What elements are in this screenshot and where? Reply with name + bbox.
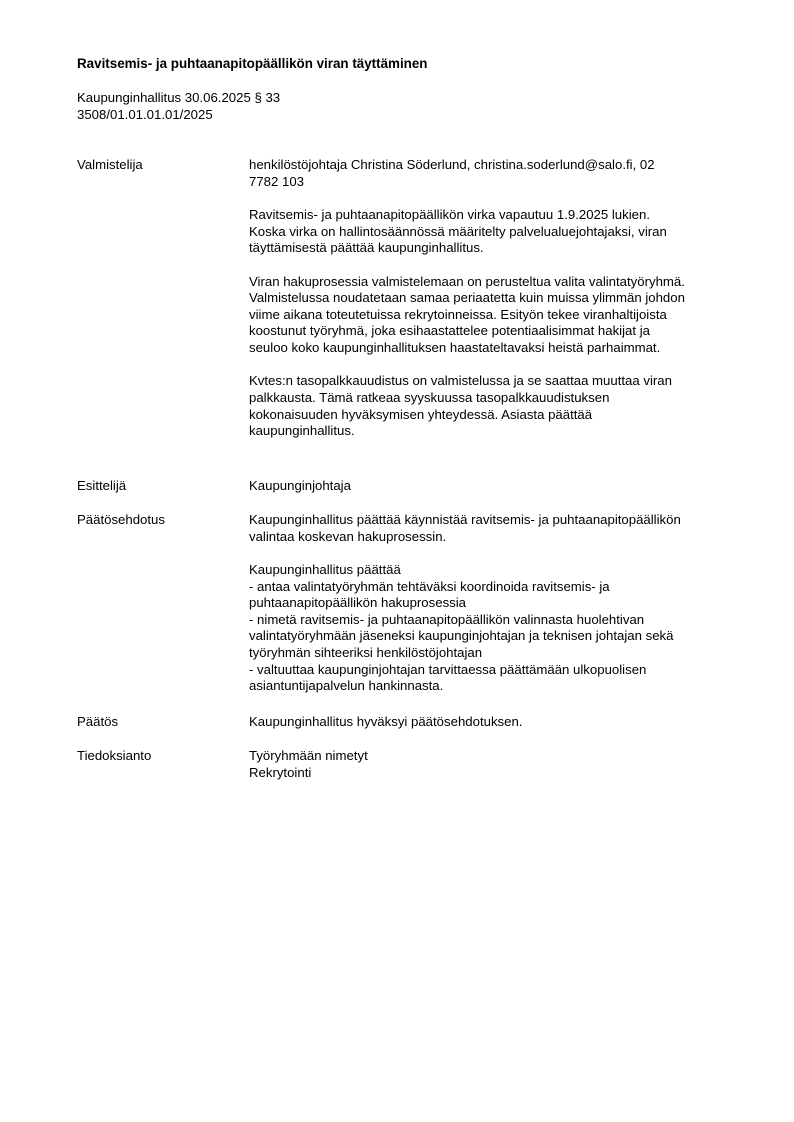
text-line: kokonaisuuden hyväksymisen yhteydessä. Asiasta päättää <box>249 406 593 422</box>
text-line: kaupunginhallitus. <box>249 423 355 439</box>
paragraph <box>249 512 749 545</box>
content-paatosehdotus <box>249 512 749 695</box>
text-line: viime aikana toteutetuissa rekrytoinneissa. Esityön tekee viranhaltijoista <box>249 306 667 322</box>
text-line: valintaa koskevan hakuprosessin. <box>249 528 447 544</box>
text-line: asiantuntijapalvelun hankinnasta. <box>249 678 444 694</box>
content-esittelija <box>249 478 749 495</box>
label-tiedoksianto: Tiedoksianto <box>77 748 152 763</box>
meeting-meta <box>77 90 280 123</box>
text-line: Koska virka on hallintosäännössä määritelty palvelualuejohtajaksi, viran <box>249 223 667 239</box>
text-line: Valmistelussa noudatetaan samaa periaatetta kuin muissa ylimmän johdon <box>249 290 685 306</box>
content-valmistelija <box>249 157 749 440</box>
text-line: Kvtes:n tasopalkkauudistus on valmistelussa ja se saattaa muuttaa viran <box>249 373 672 389</box>
decision-value: Kaupunginhallitus hyväksyi päätösehdotuksen. <box>249 714 523 729</box>
preparer-info <box>249 157 749 190</box>
text-line: Kaupunginhallitus päättää käynnistää ravitsemis- ja puhtaanapitopäällikön <box>249 512 681 527</box>
paragraph <box>249 562 749 695</box>
record-id: 3508/01.01.01.01/2025 <box>77 106 213 122</box>
text-line: puhtaanapitopäällikön hakuprosessia <box>249 595 467 611</box>
text-line: valintatyöryhmään jäseneksi kaupunginjohtajan ja teknisen johtajan sekä <box>249 628 674 644</box>
label-valmistelija: Valmistelija <box>77 157 143 172</box>
text-line: Viran hakuprosessia valmistelemaan on perusteltua valita valintatyöryhmä. <box>249 273 685 289</box>
text-line: täyttämisestä päättää kaupunginhallitus. <box>249 240 484 256</box>
label-paatosehdotus: Päätösehdotus <box>77 512 165 527</box>
content-tiedoksianto <box>249 748 749 781</box>
text-line: - antaa valintatyöryhmän tehtäväksi koordinoida ravitsemis- ja <box>249 578 610 594</box>
text-line: työryhmän sihteeriksi henkilöstöjohtajan <box>249 644 483 660</box>
presenter-value: Kaupunginjohtaja <box>249 478 351 493</box>
paragraph <box>249 274 749 357</box>
paragraph <box>249 373 749 439</box>
text-line: koostunut työryhmä, joka esihaastattelee potentiaalisimmat hakijat ja <box>249 323 650 339</box>
text-line: seuloo koko kaupunginhallituksen haastateltavaksi heistä parhaimmat. <box>249 339 661 355</box>
text-line: Kaupunginhallitus päättää <box>249 561 401 577</box>
document-title: Ravitsemis- ja puhtaanapitopäällikön viran täyttäminen <box>77 56 428 71</box>
label-paatos: Päätös <box>77 714 119 729</box>
text-line: - valtuuttaa kaupunginjohtajan tarvittaessa päättämään ulkopuolisen <box>249 661 647 677</box>
text-line: - nimetä ravitsemis- ja puhtaanapitopäällikön valinnasta huolehtivan <box>249 611 645 627</box>
label-esittelija: Esittelijä <box>77 478 127 493</box>
text-line: Ravitsemis- ja puhtaanapitopäällikön virka vapautuu 1.9.2025 lukien. <box>249 206 651 222</box>
text-line: henkilöstöjohtaja Christina Söderlund, christina.soderlund@salo.fi, 02 <box>249 157 655 172</box>
paragraph <box>249 207 749 257</box>
meeting-reference: Kaupunginhallitus 30.06.2025 § 33 <box>77 90 281 105</box>
notification-recipient: Rekrytointi <box>249 764 312 780</box>
text-line: 7782 103 <box>249 173 305 189</box>
text-line: palkkausta. Tämä ratkeaa syyskuussa tasopalkkauudistuksen <box>249 389 610 405</box>
content-paatos <box>249 714 749 731</box>
notification-recipient: Työryhmään nimetyt <box>249 748 368 763</box>
